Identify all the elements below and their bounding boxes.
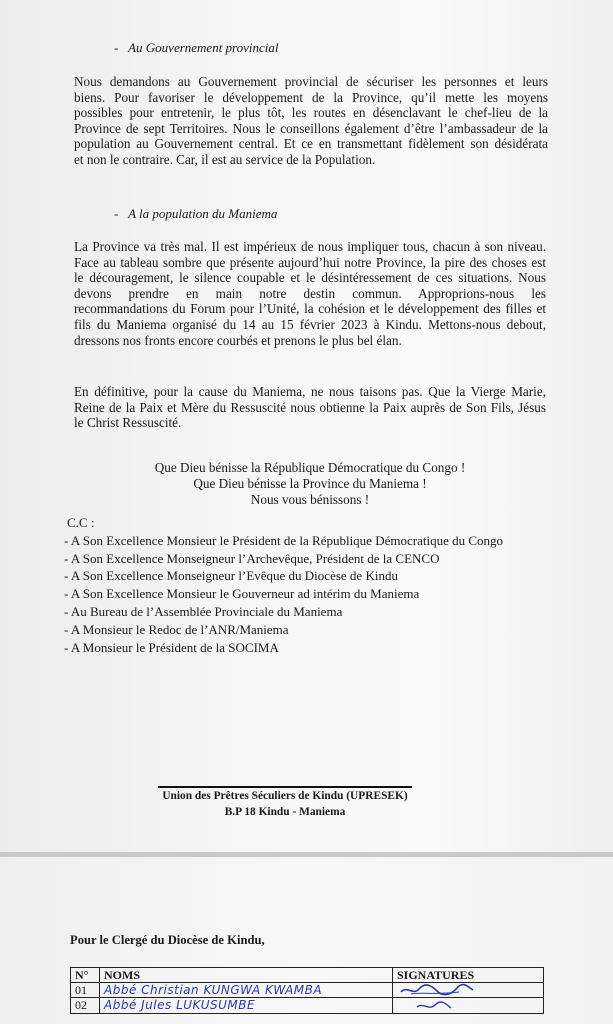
header-names: NOMS — [100, 968, 393, 983]
row-number: 01 — [71, 983, 100, 998]
text-line: Face au tableau sombre que présente aujourd’hui notre Province, la pire des choses est — [74, 254, 546, 270]
cc-item: - A Son Excellence Monseigneur l’Archevêque, Président de la CENCO — [64, 550, 440, 566]
row-number: 02 — [71, 998, 100, 1013]
cc-item: - A Monsieur le Redoc de l’ANR/Maniema — [64, 621, 289, 637]
cc-item: - A Monsieur le Président de la SOCIMA — [64, 639, 279, 655]
cc-item: - A Son Excellence Monsieur le Président de la République Démocratique du Congo — [64, 532, 504, 548]
text-line: recommandations du Forum pour l’Unité, la cohésion et le développement des filles et — [74, 301, 546, 317]
text-line: devons prendre en main notre destin commun. Approprions-nous les — [74, 285, 546, 301]
text-line: biens. Pour favoriser le développement de la Province, qu’il mette les moyens — [74, 89, 548, 105]
table-row — [71, 998, 544, 1013]
text-line: Province de sept Territoires. Nous le conseillons également d’être l’ambassadeur de la — [74, 120, 548, 136]
cc-label: C.C : — [67, 515, 95, 530]
paragraph-population — [74, 239, 546, 348]
paragraph-government — [74, 74, 548, 168]
text-line: le découragement, le silence coupable et le désintéressement de ces situations. Nous — [74, 270, 546, 286]
text-line: En définitive, pour la cause du Maniema, ne nous taisons pas. Que la Vierge Marie, — [74, 384, 546, 399]
text-line: dressons nos fronts encore courbés et prenons le plus bel élan. — [74, 332, 402, 348]
text-line: La Province va très mal. Il est impérieux de nous impliquer tous, chacun à son niveau. — [74, 239, 546, 254]
signature-scribble-icon — [397, 983, 477, 997]
blessing-line: Que Dieu bénisse la République Démocratique du Congo ! — [154, 460, 466, 475]
signature-table — [70, 967, 544, 1014]
header-signatures: SIGNATURES — [393, 968, 544, 983]
row-name: Abbé Jules LUKUSUMBE — [100, 998, 393, 1013]
text-line: possibles pour entretenir, le plus tôt, les routes en désenclavant le chef-lieu de la — [74, 105, 548, 121]
cc-item: - A Son Excellence Monsieur le Gouverneur ad intérim du Maniema — [64, 586, 420, 602]
text-line: fils du Maniema organisé du 14 au 15 février 2023 à Kindu. Mettons-nous debout, — [74, 316, 546, 332]
signature-scribble-icon — [397, 999, 477, 1013]
cc-list — [64, 514, 503, 656]
section-heading-government: - Au Gouvernement provincial — [114, 40, 279, 55]
table-row — [71, 983, 544, 998]
footer-org-address: B.P 18 Kindu - Maniema — [224, 806, 346, 818]
row-name: Abbé Christian KUNGWA KWAMBA — [100, 983, 393, 998]
cc-item: - A Son Excellence Monseigneur l’Evêque du Diocèse de Kindu — [64, 568, 398, 584]
header-number: N° — [71, 968, 100, 983]
cc-item: - Au Bureau de l’Assemblée Provinciale du Maniema — [64, 603, 343, 619]
signature-cell — [393, 998, 544, 1013]
blessing-line: Que Dieu bénisse la Province du Maniema ! — [193, 476, 427, 491]
paragraph-conclusion — [74, 384, 546, 431]
footer-org-name: Union des Prêtres Séculiers de Kindu (UPRESEK) — [162, 790, 408, 802]
text-line: le Christ Ressuscité. — [74, 415, 182, 431]
blessing-line: Nous vous bénissons ! — [250, 492, 370, 507]
section-heading-population: - A la population du Maniema — [114, 206, 278, 221]
clergy-title: Pour le Clergé du Diocèse de Kindu, — [70, 933, 265, 947]
text-line: population au Gouvernement central. Et ce en transmettant fidèlement son désidérata — [74, 136, 548, 152]
blessings — [100, 460, 520, 508]
text-line: Nous demandons au Gouvernement provincial de sécuriser les personnes et leurs — [74, 74, 548, 89]
text-line: et non le contraire. Car, il est au service de la Population. — [74, 151, 376, 167]
signature-cell — [393, 983, 544, 998]
text-line: Reine de la Paix et Mère du Ressuscité nous obtienne la Paix auprès de Son Fils, Jésus — [74, 399, 546, 415]
footer-rule — [158, 786, 412, 788]
table-header-row — [71, 968, 544, 983]
